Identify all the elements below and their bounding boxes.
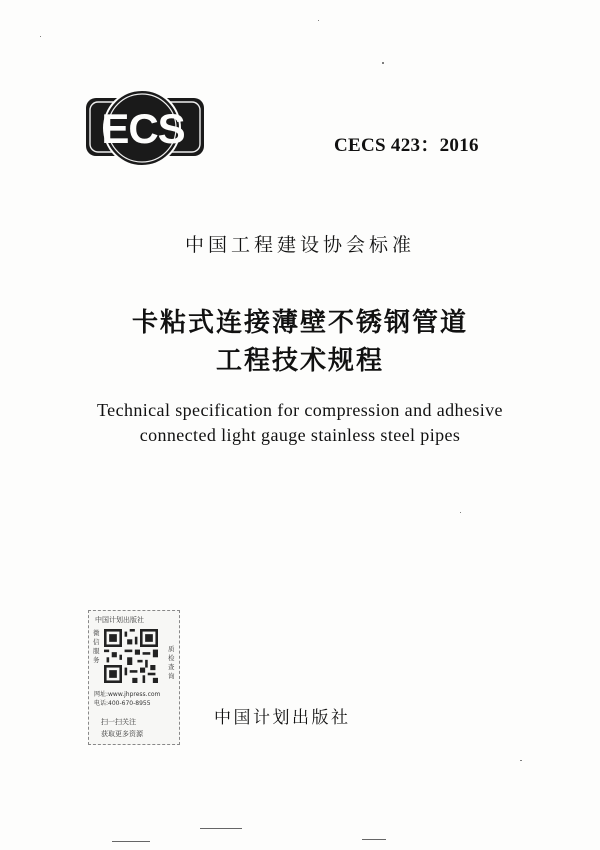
logo-text: ECS	[101, 105, 185, 152]
scan-speck	[318, 20, 319, 21]
sticker-website: 网址:www.jhpress.com	[94, 691, 161, 698]
scan-speck	[40, 36, 41, 37]
standard-code: CECS 423：2016	[334, 135, 479, 156]
scan-speck	[460, 512, 461, 513]
title-en-line2: connected light gauge stainless steel pipes	[139, 425, 461, 445]
scan-speck	[382, 62, 384, 64]
scan-speck	[520, 760, 522, 761]
sticker-right-label: 质检查询	[168, 645, 175, 680]
title-cn-line2: 工程技术规程	[215, 346, 384, 376]
publisher-name: 中国计划出版社	[214, 708, 351, 728]
service-sticker	[88, 610, 180, 745]
scan-artifact-line	[112, 841, 150, 842]
scan-artifact-line	[200, 828, 242, 829]
sticker-phone: 电话:400-670-8955	[94, 700, 151, 707]
qr-code-icon[interactable]	[104, 629, 158, 683]
title-en-line1: Technical specification for compression and adhesive	[97, 400, 503, 420]
sticker-note-line2: 获取更多资源	[101, 730, 143, 738]
scan-artifact-line	[362, 839, 386, 840]
sticker-header: 中国计划出版社	[95, 616, 144, 624]
cecs-logo-icon	[84, 88, 206, 166]
sticker-left-label: 微信服务	[93, 629, 100, 664]
sticker-note-line1: 扫一扫关注	[101, 718, 136, 726]
association-label: 中国工程建设协会标准	[184, 234, 415, 256]
title-cn-line1: 卡粘式连接薄壁不锈钢管道	[131, 308, 468, 338]
